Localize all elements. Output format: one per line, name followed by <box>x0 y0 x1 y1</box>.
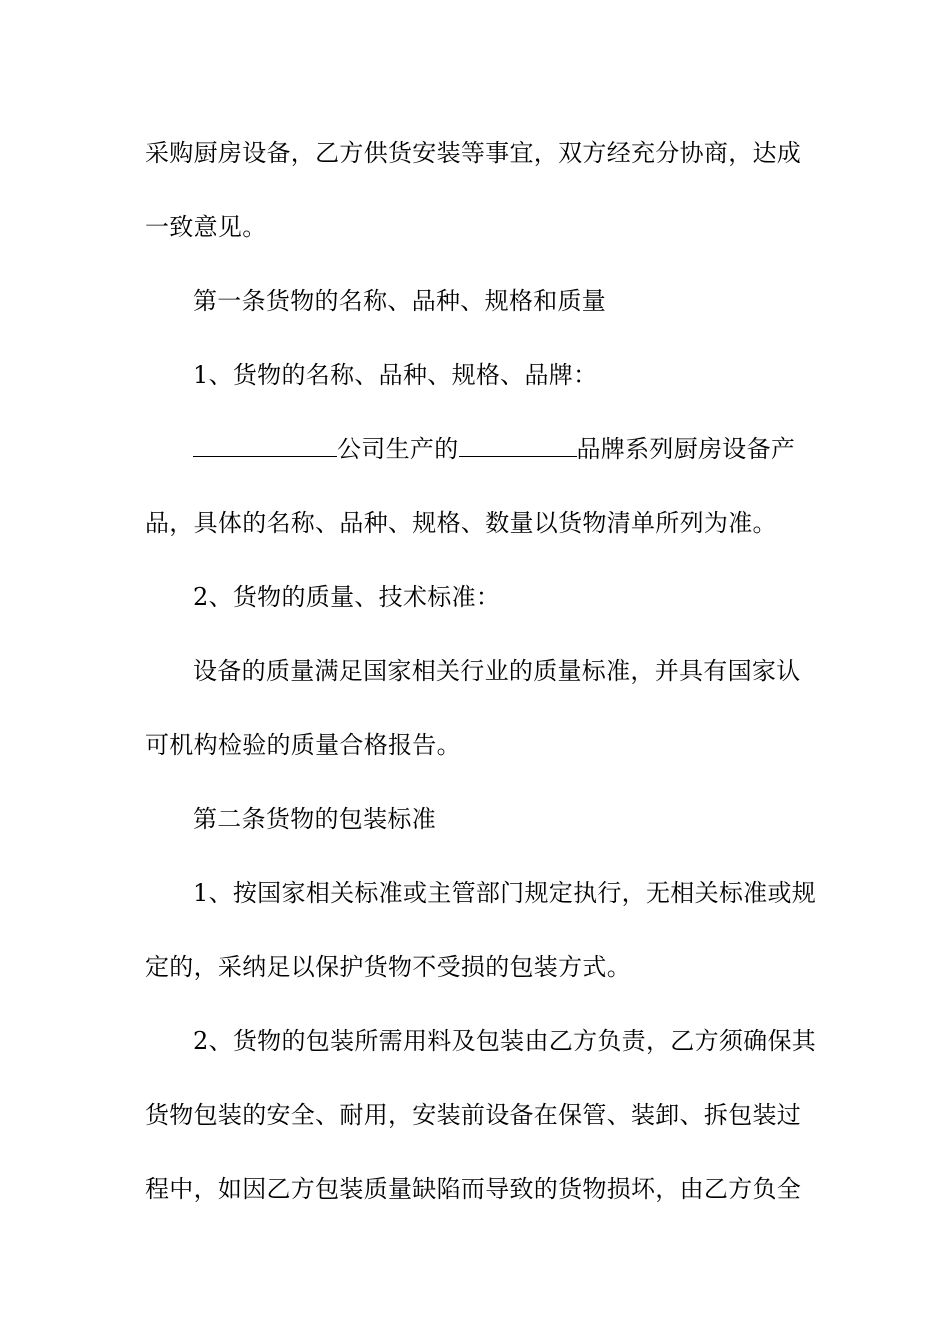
company-blank <box>193 434 337 457</box>
paragraph-line-12: 定的，采纳足以保护货物不受损的包装方式。 <box>145 953 631 981</box>
article-2-heading: 第二条货物的包装标准 <box>193 805 436 833</box>
paragraph-line-6: 品，具体的名称、品种、规格、数量以货物清单所列为准。 <box>145 509 777 537</box>
article-1-heading: 第一条货物的名称、品种、规格和质量 <box>193 287 607 315</box>
fill-in-line <box>193 433 873 465</box>
paragraph-line-9: 可机构检验的质量合格报告。 <box>145 731 461 759</box>
item-2-heading: 2、货物的质量、技术标准： <box>193 583 501 611</box>
paragraph-line-8: 设备的质量满足国家相关行业的质量标准，并具有国家认 <box>193 657 801 685</box>
brand-blank <box>459 434 577 457</box>
paragraph-line-2: 一致意见。 <box>145 213 267 241</box>
paragraph-line-1: 采购厨房设备，乙方供货安装等事宜，双方经充分协商，达成 <box>145 139 802 167</box>
brand-text: 品牌系列厨房设备产 <box>576 435 796 463</box>
paragraph-line-14: 货物包装的安全、耐用，安装前设备在保管、装卸、拆包装过 <box>145 1101 802 1129</box>
paragraph-line-15: 程中，如因乙方包装质量缺陷而导致的货物损坏，由乙方负全 <box>145 1175 802 1203</box>
item-1-heading: 1、货物的名称、品种、规格、品牌： <box>193 361 598 389</box>
company-text: 公司生产的 <box>337 435 459 463</box>
paragraph-line-13: 2、货物的包装所需用料及包装由乙方负责，乙方须确保其 <box>193 1027 817 1055</box>
paragraph-line-11: 1、按国家相关标准或主管部门规定执行，无相关标准或规 <box>193 879 817 907</box>
